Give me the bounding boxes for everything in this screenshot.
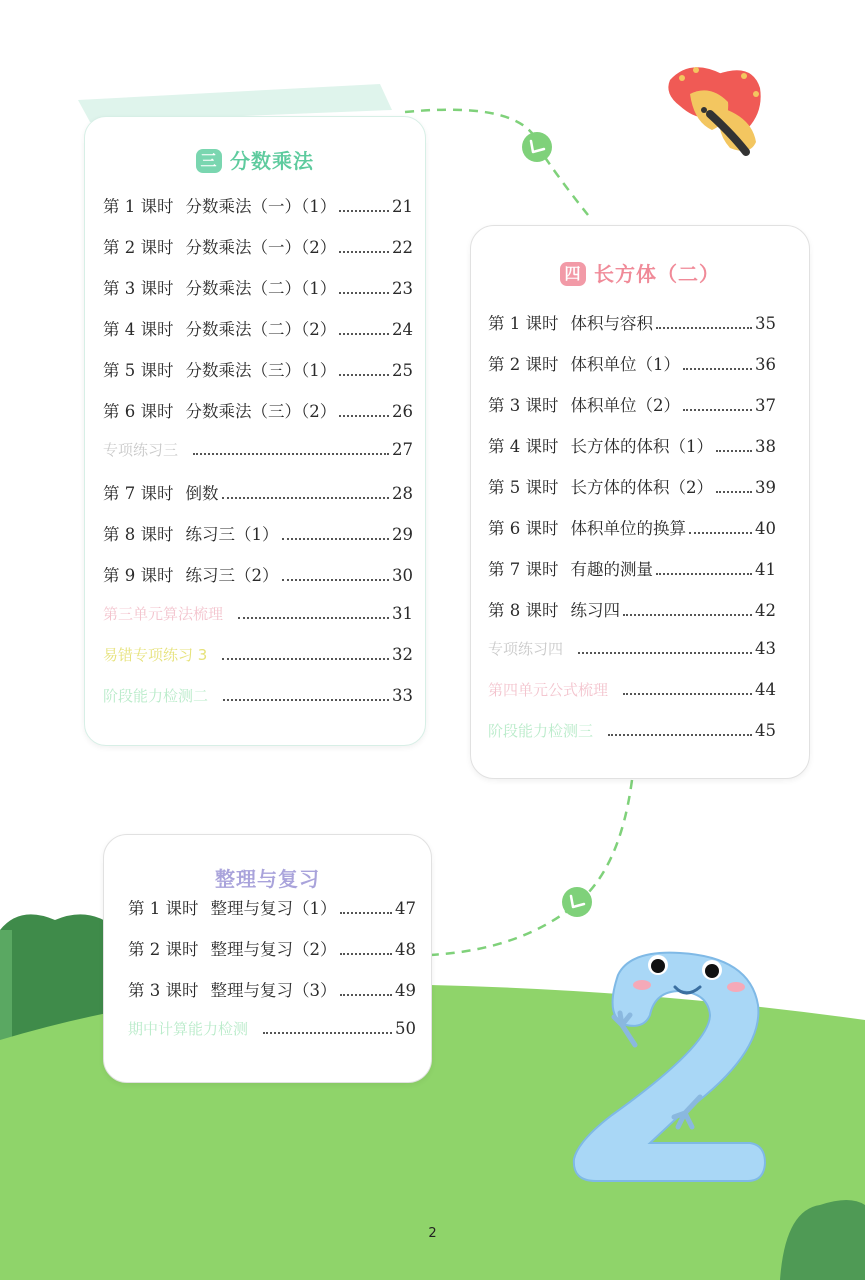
toc-entry-special-practice[interactable] [488, 638, 776, 679]
lesson-title: 长方体的体积（1） [570, 437, 713, 456]
bush-left-edge [0, 930, 12, 1040]
toc-entry[interactable] [128, 977, 416, 1018]
dashed-path-bottom [430, 780, 632, 955]
page-ref: 50 [395, 1019, 416, 1038]
page-ref: 22 [392, 238, 413, 257]
lesson-title: 体积单位的换算 [570, 519, 686, 538]
toc-entry-midterm-test[interactable] [128, 1018, 416, 1059]
lesson-number: 第 7 课时 [103, 484, 174, 503]
toc-list-2 [488, 310, 776, 761]
page-ref: 44 [755, 680, 776, 699]
lesson-number: 第 3 课时 [103, 279, 174, 298]
dot-leader [263, 1032, 392, 1034]
dot-leader [339, 415, 389, 417]
arrow-marker-bottom [562, 887, 592, 917]
page-ref: 27 [392, 440, 413, 459]
page-ref: 41 [755, 560, 776, 579]
lesson-number: 第 4 课时 [488, 437, 559, 456]
page-ref: 23 [392, 279, 413, 298]
lesson-number: 第 6 课时 [488, 519, 559, 538]
toc-entry[interactable] [488, 597, 776, 638]
dot-leader [339, 210, 389, 212]
lesson-title: 长方体的体积（2） [570, 478, 713, 497]
lesson-title: 练习三（2） [185, 566, 279, 585]
section-title-1 [85, 145, 425, 174]
toc-entry[interactable] [103, 234, 413, 275]
lesson-number: 第 2 课时 [488, 355, 559, 374]
lesson-title: 倒数 [185, 484, 219, 503]
lesson-title: 有趣的测量 [570, 560, 653, 579]
toc-entry[interactable] [488, 515, 776, 556]
toc-entry[interactable] [488, 556, 776, 597]
lesson-number: 第 8 课时 [103, 525, 174, 544]
lesson-number: 期中计算能力检测 [128, 1020, 249, 1038]
dot-leader [340, 994, 393, 996]
toc-entry[interactable] [128, 936, 416, 977]
lesson-number: 第四单元公式梳理 [488, 681, 609, 699]
page-ref: 33 [392, 686, 413, 705]
page-ref: 24 [392, 320, 413, 339]
page-ref: 38 [755, 437, 776, 456]
lesson-number: 第 8 课时 [488, 601, 559, 620]
dot-leader [339, 374, 389, 376]
section-title-text: 分数乘法 [230, 149, 314, 173]
lesson-number: 第 2 课时 [128, 940, 199, 959]
lesson-number: 第 4 课时 [103, 320, 174, 339]
page-ref: 49 [395, 981, 416, 1000]
toc-entry[interactable] [103, 193, 413, 234]
toc-entry[interactable] [103, 521, 413, 562]
toc-entry[interactable] [488, 392, 776, 433]
dot-leader [223, 699, 389, 701]
section-title-text: 长方体（二） [594, 262, 720, 286]
dot-leader [193, 453, 389, 455]
lesson-title: 分数乘法（三）（1） [185, 361, 337, 380]
dot-leader [238, 617, 389, 619]
toc-entry[interactable] [103, 357, 413, 398]
page-ref: 32 [392, 645, 413, 664]
page-ref: 36 [755, 355, 776, 374]
lesson-title: 练习四 [570, 601, 620, 620]
dot-leader [282, 579, 390, 581]
toc-entry[interactable] [103, 316, 413, 357]
toc-entry[interactable] [128, 895, 416, 936]
page-ref: 31 [392, 604, 413, 623]
page-ref: 30 [392, 566, 413, 585]
number-two-character [560, 945, 775, 1185]
toc-entry[interactable] [488, 351, 776, 392]
lesson-number: 第 6 课时 [103, 402, 174, 421]
dot-leader [282, 538, 390, 540]
lesson-title: 整理与复习（3） [210, 981, 337, 1000]
toc-card-review [103, 834, 432, 1083]
page-number: 2 [428, 1226, 437, 1241]
lesson-title: 练习三（1） [185, 525, 279, 544]
lesson-number: 第三单元算法梳理 [103, 605, 224, 623]
dot-leader [222, 658, 389, 660]
toc-entry[interactable] [103, 398, 413, 439]
toc-entry-method-review[interactable] [103, 603, 413, 644]
arrow-marker-top [522, 132, 552, 162]
lesson-number: 第 3 课时 [488, 396, 559, 415]
dot-leader [716, 491, 752, 493]
section-number-badge: 三 [196, 149, 222, 173]
toc-entry[interactable] [488, 433, 776, 474]
toc-entry[interactable] [103, 480, 413, 521]
lesson-number: 阶段能力检测三 [488, 722, 594, 740]
dot-leader [656, 327, 752, 329]
dot-leader [683, 368, 752, 370]
lesson-title: 分数乘法（一）（2） [185, 238, 337, 257]
lesson-title: 体积与容积 [570, 314, 653, 333]
section-title-text: 整理与复习 [215, 867, 320, 891]
page-ref: 25 [392, 361, 413, 380]
toc-entry[interactable] [103, 562, 413, 603]
toc-entry[interactable] [488, 310, 776, 351]
page-ref: 39 [755, 478, 776, 497]
lesson-number: 第 5 课时 [103, 361, 174, 380]
dot-leader [339, 251, 389, 253]
page-ref: 47 [395, 899, 416, 918]
lesson-title: 体积单位（1） [570, 355, 680, 374]
page-ref: 48 [395, 940, 416, 959]
dot-leader [578, 652, 752, 654]
dashed-path-top [405, 110, 588, 215]
lesson-title: 分数乘法（二）（1） [185, 279, 337, 298]
lesson-number: 第 5 课时 [488, 478, 559, 497]
lesson-number: 第 1 课时 [488, 314, 559, 333]
dot-leader [339, 292, 389, 294]
lesson-number: 第 9 课时 [103, 566, 174, 585]
page-ref: 35 [755, 314, 776, 333]
toc-list-1 [103, 193, 413, 726]
page-ref: 26 [392, 402, 413, 421]
lesson-number: 第 1 课时 [128, 899, 199, 918]
lesson-number: 第 1 课时 [103, 197, 174, 216]
section-title-2 [471, 258, 809, 287]
dot-leader [222, 497, 390, 499]
dot-leader [716, 450, 752, 452]
toc-list-3 [128, 895, 416, 1059]
lesson-number: 第 3 课时 [128, 981, 199, 1000]
toc-entry-stage-test[interactable] [103, 685, 413, 726]
toc-card-fraction-multiplication [84, 116, 426, 746]
toc-entry-special-practice[interactable] [103, 439, 413, 480]
section-title-3 [104, 863, 431, 892]
lesson-number: 专项练习三 [103, 441, 179, 459]
dot-leader [608, 734, 752, 736]
dot-leader [656, 573, 752, 575]
page-ref: 40 [755, 519, 776, 538]
page-ref: 21 [392, 197, 413, 216]
lesson-title: 整理与复习（1） [210, 899, 337, 918]
butterfly-illustration [660, 58, 770, 162]
page-ref: 29 [392, 525, 413, 544]
page-ref: 42 [755, 601, 776, 620]
toc-entry-stage-test[interactable] [488, 720, 776, 761]
page-ref: 43 [755, 639, 776, 658]
dot-leader [623, 693, 752, 695]
dot-leader [689, 532, 752, 534]
dot-leader [340, 953, 393, 955]
section-number-badge: 四 [560, 262, 586, 286]
lesson-number: 专项练习四 [488, 640, 564, 658]
lesson-title: 分数乘法（一）（1） [185, 197, 337, 216]
lesson-number: 阶段能力检测二 [103, 687, 209, 705]
lesson-title: 分数乘法（三）（2） [185, 402, 337, 421]
dot-leader [623, 614, 752, 616]
dot-leader [683, 409, 752, 411]
dot-leader [340, 912, 393, 914]
lesson-title: 分数乘法（二）（2） [185, 320, 337, 339]
toc-entry-error-practice[interactable] [103, 644, 413, 685]
dot-leader [339, 333, 389, 335]
lesson-number: 第 2 课时 [103, 238, 174, 257]
toc-entry-formula-review[interactable] [488, 679, 776, 720]
lesson-number: 第 7 课时 [488, 560, 559, 579]
page-ref: 37 [755, 396, 776, 415]
page-ref: 45 [755, 721, 776, 740]
toc-entry[interactable] [103, 275, 413, 316]
toc-entry[interactable] [488, 474, 776, 515]
lesson-title: 体积单位（2） [570, 396, 680, 415]
page-ref: 28 [392, 484, 413, 503]
toc-card-cuboid [470, 225, 810, 779]
lesson-title: 整理与复习（2） [210, 940, 337, 959]
lesson-number: 易错专项练习 3 [103, 646, 208, 664]
